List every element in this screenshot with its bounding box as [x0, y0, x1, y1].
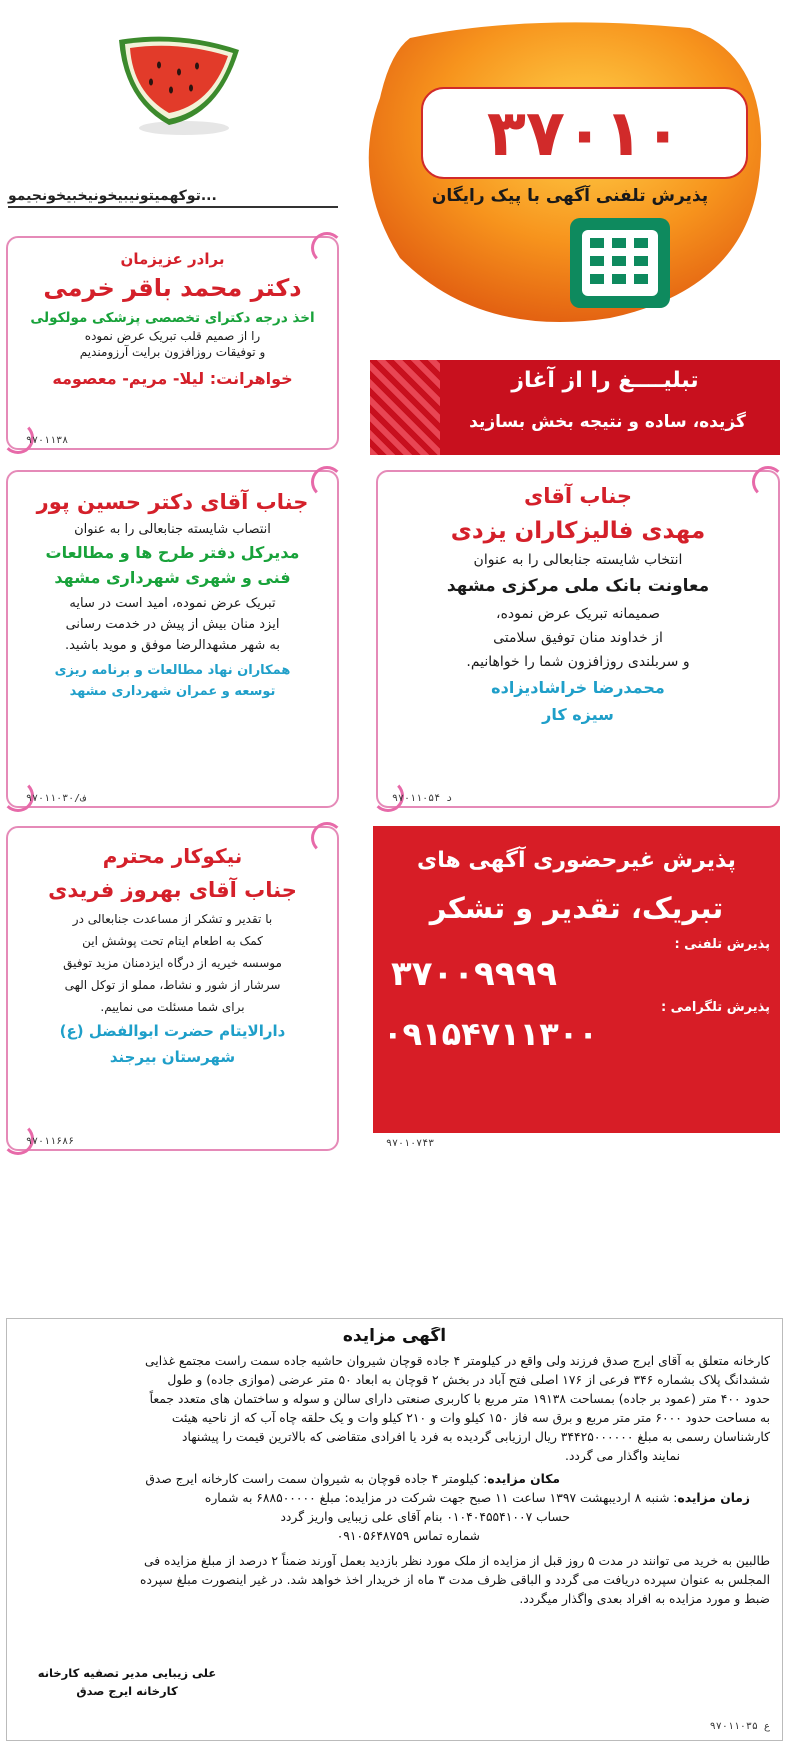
ad3-l1: انتخاب شایسته جنابعالی را به عنوان [473, 552, 683, 568]
ad4-sig1: دارالایتام حضرت ابوالفضل (ع) [59, 1022, 286, 1040]
auction-notice [6, 1318, 783, 1741]
auction-code: ع ۹۷۰۱۱۰۳۵ [709, 1721, 770, 1732]
auction-account: حساب ۰۱۰۴۰۴۵۵۴۱۰۰۷ بنام آقای علی زیبایی واریز گردد [280, 1510, 570, 1524]
congrats-ad-1 [6, 236, 339, 450]
ad3-b1: صمیمانه تبریک عرض نموده، [496, 606, 660, 622]
ad4-name: جناب آقای بهروز فریدی [48, 878, 297, 902]
ad2-b3: به شهر مشهدالرضا موفق و موید باشید. [64, 638, 281, 653]
auction-sig1: علی زیبایی مدیر تصفیه کارخانه [37, 1666, 217, 1680]
auction-tail: المجلس به عنوان سپرده دریافت می گردد و الباقی ظرف مدت ۳ ماه از خریدار اخذ خواهد شد. در غیر اینصورت مبلغ سپرده [140, 1573, 770, 1587]
auction-line: کارخانه متعلق به آقای ایرج صدق فرزند ولی واقع در کیلومتر ۴ جاده قوچان شیروان حاشیه جاده سمت راست مجتمع غذایی [145, 1354, 770, 1368]
ad4-b4: سرشار از شور و نشاط، مملو از توکل الهی [64, 978, 281, 992]
tabligh-pattern [370, 360, 440, 455]
slogan-text: ...توکهمیتونیبیخونیخبیخونجیمو [8, 188, 338, 208]
watermelon-ad [4, 18, 339, 218]
auction-time-label: زمان مزایده [677, 1491, 750, 1505]
ad3-name: مهدی فالیزکاران یزدی [450, 518, 706, 544]
ad3-sig2: سیزه کار [542, 705, 614, 724]
ad2-l1: انتصاب شایسته جنابعالی را به عنوان [74, 522, 271, 537]
auction-signature [17, 1664, 237, 1700]
phone-number: ۳۷۰۱۰ [486, 97, 683, 171]
auction-tail: ضبط و مورد مزایده به افراد بعدی واگذار میگردد. [519, 1592, 770, 1606]
ad2-pos2: فنی و شهری شهرداری مشهد [54, 568, 291, 587]
flourish-ornament [752, 466, 784, 498]
ad3-code: د ۹۷۰۱۱۰۵۴ [392, 793, 453, 804]
flourish-ornament [311, 466, 343, 498]
ad4-sig2: شهرستان بیرجند [109, 1048, 236, 1066]
auction-sig2: کارخانه ایرج صدق [76, 1684, 178, 1698]
auction-place-value: : کیلومتر ۴ جاده قوچان به شیروان سمت راست کارخانه ایرج صدق [145, 1472, 488, 1486]
ad2-b2: ایزد منان بیش از پیش در خدمت رسانی [65, 617, 280, 632]
auction-contact: شماره تماس ۰۹۱۰۵۶۴۸۷۵۹ [336, 1529, 480, 1543]
auction-time-value: : شنبه ۸ اردیبهشت ۱۳۹۷ ساعت ۱۱ صبح جهت شرکت در مزایده: مبلغ ۶۸۸۵۰۰۰۰۰ به شماره [204, 1491, 678, 1505]
tabligh-line1: تبلیــــغ را از آغاز [511, 368, 699, 393]
ad2-pos1: مدیرکل دفتر طرح ها و مطالعات [45, 543, 300, 562]
auction-place [19, 1470, 770, 1489]
ad1-code: ۹۷۰۱۱۳۸ [26, 435, 69, 446]
red-ad-phone: ۳۷۰۰۹۹۹۹ [391, 954, 558, 994]
phone-ad [360, 18, 780, 343]
red-ad-l2: تبریک، تقدیر و تشکر [429, 891, 724, 925]
auction-title: آگهی مزایده [342, 1327, 447, 1346]
ad1-line2: و توفیقات روزافزون برایت آرزومندیم [79, 345, 266, 359]
auction-line: کارشناسان رسمی به مبلغ ۳۴۴۲۵۰۰۰۰۰۰ ریال ارزیابی گردیده به فرد یا افرادی متقاضی که بالاترین قیمت را پیشنهاد [182, 1430, 770, 1444]
auction-line: به مساحت حدود ۶۰۰۰ متر متر مربع و برق سه فاز ۱۵۰ کیلو وات و ۲۱۰ کیلو وات و یک حلقه چاه آب که از ناحیه هیئت [171, 1411, 770, 1425]
ad3-title: جناب آقای [523, 484, 633, 508]
auction-line: نمایند واگذار می گردد. [565, 1449, 680, 1463]
ad4-code: ۹۷۰۱۱۶۸۶ [26, 1136, 75, 1147]
red-ad-telegram: ۰۹۱۵۴۷۱۱۳۰۰ [383, 1015, 598, 1053]
ad1-name: دکتر محمد باقر خرمی [43, 274, 302, 302]
watermelon-image [99, 20, 249, 140]
red-ad-phone-label: پذیرش تلفنی : [674, 937, 770, 952]
congrats-ad-4 [6, 826, 339, 1151]
tabligh-banner [370, 360, 780, 455]
ad4-b2: کمک به اطعام ایتام تحت پوشش این [82, 934, 263, 948]
tabligh-line2: گزیده، ساده و نتیجه بخش بسازید [469, 412, 746, 432]
flourish-ornament [311, 822, 343, 854]
ad3-b3: و سربلندی روزافزون شما را خواهانیم. [466, 654, 690, 670]
ad2-sig1: همکاران نهاد مطالعات و برنامه ریزی [54, 663, 291, 678]
ad1-degree: اخذ درجه دکترای تخصصی پزشکی مولکولی [30, 310, 315, 326]
ad3-sig1: محمدرضا خراشادیزاده [491, 678, 665, 697]
ad1-title: برادر عزیزمان [120, 250, 225, 268]
auction-line: ششدانگ پلاک بشماره ۳۴۶ فرعی از ۱۷۶ اصلی فتح آباد در بخش ۲ قوچان به ابعاد ۵۰ متر عرضی (موازی جاده) و طول [167, 1373, 770, 1387]
ad4-b1: با تقدیر و تشکر از مساعدت جنابعالی در [72, 912, 273, 926]
auction-line: حدود ۴۰۰ متر (عمود بر جاده) بمساحت ۱۹۱۳۸ متر مربع با کاربری صنعتی دارای سالن و سوله و ساختمان های متعدد جمعاً [149, 1392, 770, 1406]
red-ad-telegram-label: پذیرش تلگرامی : [660, 1000, 770, 1015]
ad4-title: نیکوکار محترم [102, 844, 243, 868]
auction-place-label: مکان مزایده [487, 1472, 560, 1486]
flourish-ornament [311, 232, 343, 264]
congrats-ad-2 [6, 470, 339, 808]
ad4-b3: موسسه خیریه از درگاه ایزدمنان مزید توفیق [63, 956, 282, 970]
ad1-signature: خواهرانت: لیلا- مریم- معصومه [52, 369, 293, 388]
ad1-line1: را از صمیم قلب تبریک عرض نموده [84, 329, 261, 343]
auction-time [19, 1489, 770, 1508]
ad2-b1: تبریک عرض نموده، امید است در سایه [69, 596, 276, 611]
ad2-sig2: توسعه و عمران شهرداری مشهد [69, 684, 276, 699]
ad3-pos: معاونت بانک ملی مرکزی مشهد [446, 576, 710, 596]
phone-ad-caption: پذیرش تلفنی آگهی با پیک رایگان [431, 186, 709, 206]
red-ad-code: ۹۷۰۱۰۷۴۳ [386, 1138, 435, 1149]
phone-ad-blob [360, 18, 780, 343]
ad3-b2: از خداوند منان توفیق سلامتی [493, 630, 663, 646]
red-ad [373, 826, 780, 1133]
ad2-title: جناب آقای دکتر حسین پور [36, 490, 309, 514]
ad2-code: ۹۷۰۱۱۰۳۰/ف [26, 793, 87, 804]
auction-tail: طالبین به خرید می توانند در مدت ۵ روز قبل از مزایده از ملک مورد نظر بازدید بعمل آورند ضمناً ۲ درصد از مبلغ مزایده فی [143, 1554, 770, 1568]
congrats-ad-3 [376, 470, 780, 808]
red-ad-l1: پذیرش غیرحضوری آگهی های [417, 848, 736, 873]
ad4-b5: برای شما مسئلت می نماییم. [100, 1000, 245, 1014]
